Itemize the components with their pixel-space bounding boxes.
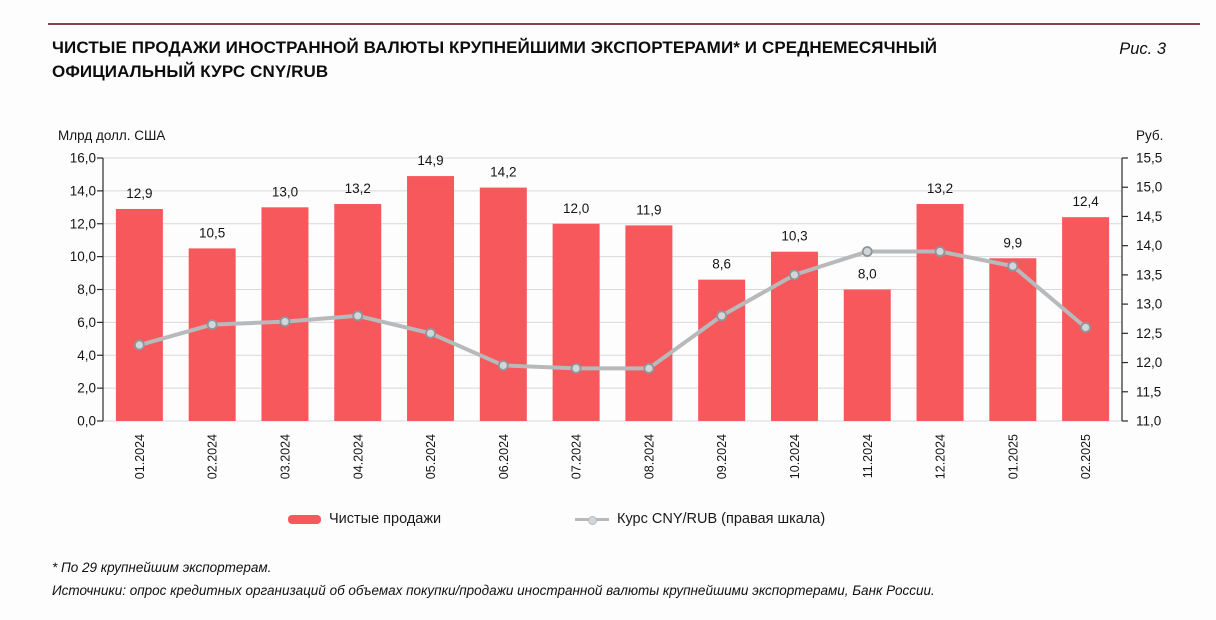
svg-text:0,0: 0,0 bbox=[77, 413, 96, 429]
svg-text:08.2024: 08.2024 bbox=[642, 434, 657, 480]
footnote-exporters: * По 29 крупнейшим экспортерам. bbox=[52, 560, 272, 575]
svg-text:12,0: 12,0 bbox=[69, 216, 96, 232]
svg-text:9,9: 9,9 bbox=[1003, 235, 1023, 251]
svg-text:10.2024: 10.2024 bbox=[787, 434, 802, 480]
svg-text:07.2024: 07.2024 bbox=[569, 434, 584, 480]
footnotes bbox=[52, 556, 1152, 602]
svg-text:02.2025: 02.2025 bbox=[1079, 434, 1094, 480]
svg-text:09.2024: 09.2024 bbox=[715, 434, 730, 480]
svg-text:12,9: 12,9 bbox=[126, 185, 153, 201]
svg-text:01.2024: 01.2024 bbox=[132, 434, 147, 480]
svg-text:12,0: 12,0 bbox=[1136, 355, 1163, 371]
svg-text:14,9: 14,9 bbox=[417, 153, 444, 169]
line-swatch-dot bbox=[588, 516, 597, 525]
svg-text:14,5: 14,5 bbox=[1136, 208, 1163, 224]
svg-text:15,0: 15,0 bbox=[1136, 179, 1163, 195]
svg-text:14,0: 14,0 bbox=[1136, 238, 1163, 254]
bar-swatch-icon bbox=[288, 515, 321, 524]
legend-item-cny-rub bbox=[575, 509, 825, 529]
chart-title-line2: ОФИЦИАЛЬНЫЙ КУРС CNY/RUB bbox=[52, 62, 329, 81]
legend-item-net-sales bbox=[288, 509, 441, 529]
svg-text:14,2: 14,2 bbox=[490, 164, 517, 180]
svg-text:8,0: 8,0 bbox=[77, 282, 96, 297]
chart-title bbox=[52, 36, 1062, 84]
svg-text:14,0: 14,0 bbox=[69, 183, 96, 199]
line-swatch-icon bbox=[575, 515, 609, 524]
svg-text:13,2: 13,2 bbox=[926, 181, 954, 197]
svg-text:02.2024: 02.2024 bbox=[205, 434, 220, 480]
svg-text:15,5: 15,5 bbox=[1136, 150, 1163, 166]
svg-text:10,5: 10,5 bbox=[199, 225, 226, 241]
svg-text:11,9: 11,9 bbox=[636, 202, 662, 218]
chart-canvas bbox=[0, 120, 1216, 505]
top-rule bbox=[48, 23, 1200, 25]
svg-text:11,0: 11,0 bbox=[1136, 413, 1162, 429]
svg-text:13,0: 13,0 bbox=[1136, 296, 1163, 312]
svg-text:10,3: 10,3 bbox=[781, 228, 808, 244]
footnote-sources: Источники: опрос кредитных организаций об объемах покупки/продажи иностранной валюты крупнейшими экспортерами, Банк России. bbox=[52, 583, 935, 598]
svg-text:06.2024: 06.2024 bbox=[496, 434, 511, 480]
svg-text:8,6: 8,6 bbox=[712, 256, 732, 272]
svg-text:13,2: 13,2 bbox=[344, 181, 371, 197]
svg-text:11,5: 11,5 bbox=[1136, 384, 1162, 400]
svg-text:12,4: 12,4 bbox=[1072, 194, 1099, 210]
svg-text:13,0: 13,0 bbox=[271, 184, 299, 200]
svg-text:12.2024: 12.2024 bbox=[933, 434, 948, 480]
legend bbox=[0, 509, 1216, 531]
legend-label-cny-rub: Курс CNY/RUB (правая шкала) bbox=[617, 511, 826, 527]
svg-text:Руб.: Руб. bbox=[1136, 128, 1164, 143]
svg-text:05.2024: 05.2024 bbox=[424, 434, 439, 480]
legend-label-net-sales: Чистые продажи bbox=[329, 511, 442, 527]
svg-text:12,0: 12,0 bbox=[562, 200, 590, 216]
chart-title-line1: ЧИСТЫЕ ПРОДАЖИ ИНОСТРАННОЙ ВАЛЮТЫ КРУПНЕЙШИМИ ЭКСПОРТЕРАМИ* И СРЕДНЕМЕСЯЧНЫЙ bbox=[52, 38, 938, 57]
svg-text:Млрд долл. США: Млрд долл. США bbox=[58, 128, 166, 143]
figure-number: Рис. 3 bbox=[1119, 40, 1166, 58]
svg-text:2,0: 2,0 bbox=[77, 380, 96, 396]
svg-text:10,0: 10,0 bbox=[69, 249, 96, 265]
svg-text:12,5: 12,5 bbox=[1136, 325, 1163, 341]
svg-text:13,5: 13,5 bbox=[1136, 267, 1163, 283]
svg-text:11.2024: 11.2024 bbox=[860, 434, 875, 479]
svg-text:03.2024: 03.2024 bbox=[278, 434, 293, 480]
svg-text:16,0: 16,0 bbox=[69, 150, 96, 166]
svg-text:01.2025: 01.2025 bbox=[1006, 434, 1021, 480]
chart-area bbox=[0, 120, 1216, 505]
svg-text:6,0: 6,0 bbox=[77, 314, 96, 330]
svg-text:04.2024: 04.2024 bbox=[351, 434, 366, 480]
svg-text:8,0: 8,0 bbox=[857, 266, 877, 282]
svg-text:4,0: 4,0 bbox=[77, 347, 96, 363]
